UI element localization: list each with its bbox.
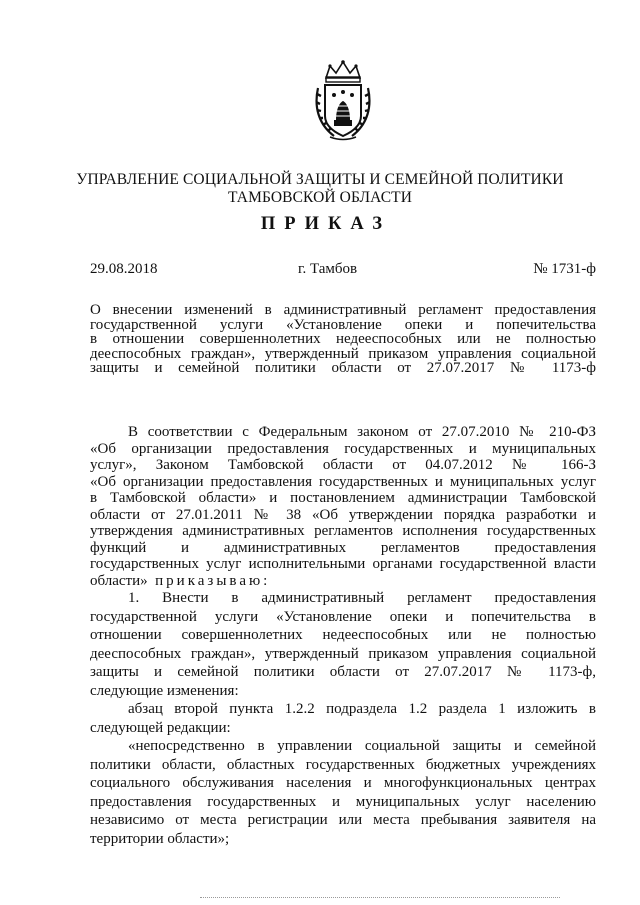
body-line: социального обслуживания населения и многофункциональных центрах	[90, 775, 596, 791]
body-line: территории области»;	[90, 830, 230, 847]
subject-line: защиты и семейной политики области от 27.07.2017 № 1173-ф	[90, 360, 596, 376]
subject-line: государственной услуги «Установление опеки и попечительства	[90, 316, 596, 333]
organization-name-line1: УПРАВЛЕНИЕ СОЦИАЛЬНОЙ ЗАЩИТЫ И СЕМЕЙНОЙ ПОЛИТИКИ	[76, 171, 564, 188]
order-prefix: области»	[90, 572, 148, 589]
organization-name-line2: ТАМБОВСКОЙ ОБЛАСТИ	[228, 189, 412, 206]
body-line: отношении совершеннолетних недееспособных или не полностью	[90, 627, 596, 643]
document-type-title: ПРИКАЗ	[260, 214, 392, 234]
body-line: следующие изменения:	[90, 682, 239, 699]
subject-line: в отношении совершеннолетних недееспособных или не полностью	[90, 331, 596, 347]
order-city: г. Тамбов	[298, 261, 358, 277]
subject-line: О внесении изменений в административный регламент предоставления	[90, 302, 596, 318]
body-line: В соответствии с Федеральным законом от 27.07.2010 № 210-ФЗ	[128, 424, 596, 440]
order-date: 29.08.2018	[90, 261, 158, 277]
body-line: независимо от места регистрации или места пребывания заявителя на	[90, 812, 596, 828]
body-line: защиты и семейной политики области от 27.07.2017 № 1173-ф,	[90, 664, 596, 680]
order-word: приказываю:	[155, 572, 271, 589]
preamble-paragraph	[90, 424, 596, 589]
body-line: в Тамбовской области» и постановлением администрации Тамбовской	[90, 490, 596, 506]
body-line: 1. Внести в административный регламент предоставления	[128, 590, 596, 606]
subject-line: дееспособных граждан», утвержденный приказом управления социальной	[90, 345, 596, 362]
scan-artifact-line	[200, 897, 560, 899]
body-line: утверждения административных регламентов исполнения государственных	[90, 523, 596, 539]
body-line: функций и административных регламентов предоставления	[90, 539, 596, 556]
body-line: абзац второй пункта 1.2.2 подраздела 1.2 раздела 1 изложить в	[128, 701, 596, 717]
body-line: политики области, областных государственных бюджетных учреждениях	[90, 756, 596, 773]
body-line: области от 27.01.2011 № 38 «Об утверждении порядка разработки и	[90, 506, 596, 523]
body-line: государственных услуг исполнительными органами государственной власти	[90, 556, 596, 572]
body-line: услуг», Законом Тамбовской области от 04.07.2012 № 166-З	[90, 457, 596, 473]
body-line: «Об организации предоставления государственных и муниципальных услуг	[90, 473, 596, 490]
body-line: следующей редакции:	[90, 719, 231, 736]
body-line: «Об организации предоставления государственных и муниципальных	[90, 440, 596, 457]
body-line: государственной услуги «Установление опеки и попечительства в	[90, 608, 596, 625]
body-line: дееспособных граждан», утвержденный приказом управления социальной	[90, 645, 596, 662]
order-number: № 1731-ф	[533, 261, 596, 277]
tambov-coat-of-arms-emblem	[312, 58, 374, 142]
order-subject	[90, 303, 596, 376]
order-body	[90, 424, 596, 848]
body-line: «непосредственно в управлении социальной защиты и семейной	[128, 738, 596, 754]
body-line	[90, 573, 596, 590]
body-line: предоставления государственных и муниципальных услуг населению	[90, 793, 596, 810]
order-items	[90, 589, 596, 848]
